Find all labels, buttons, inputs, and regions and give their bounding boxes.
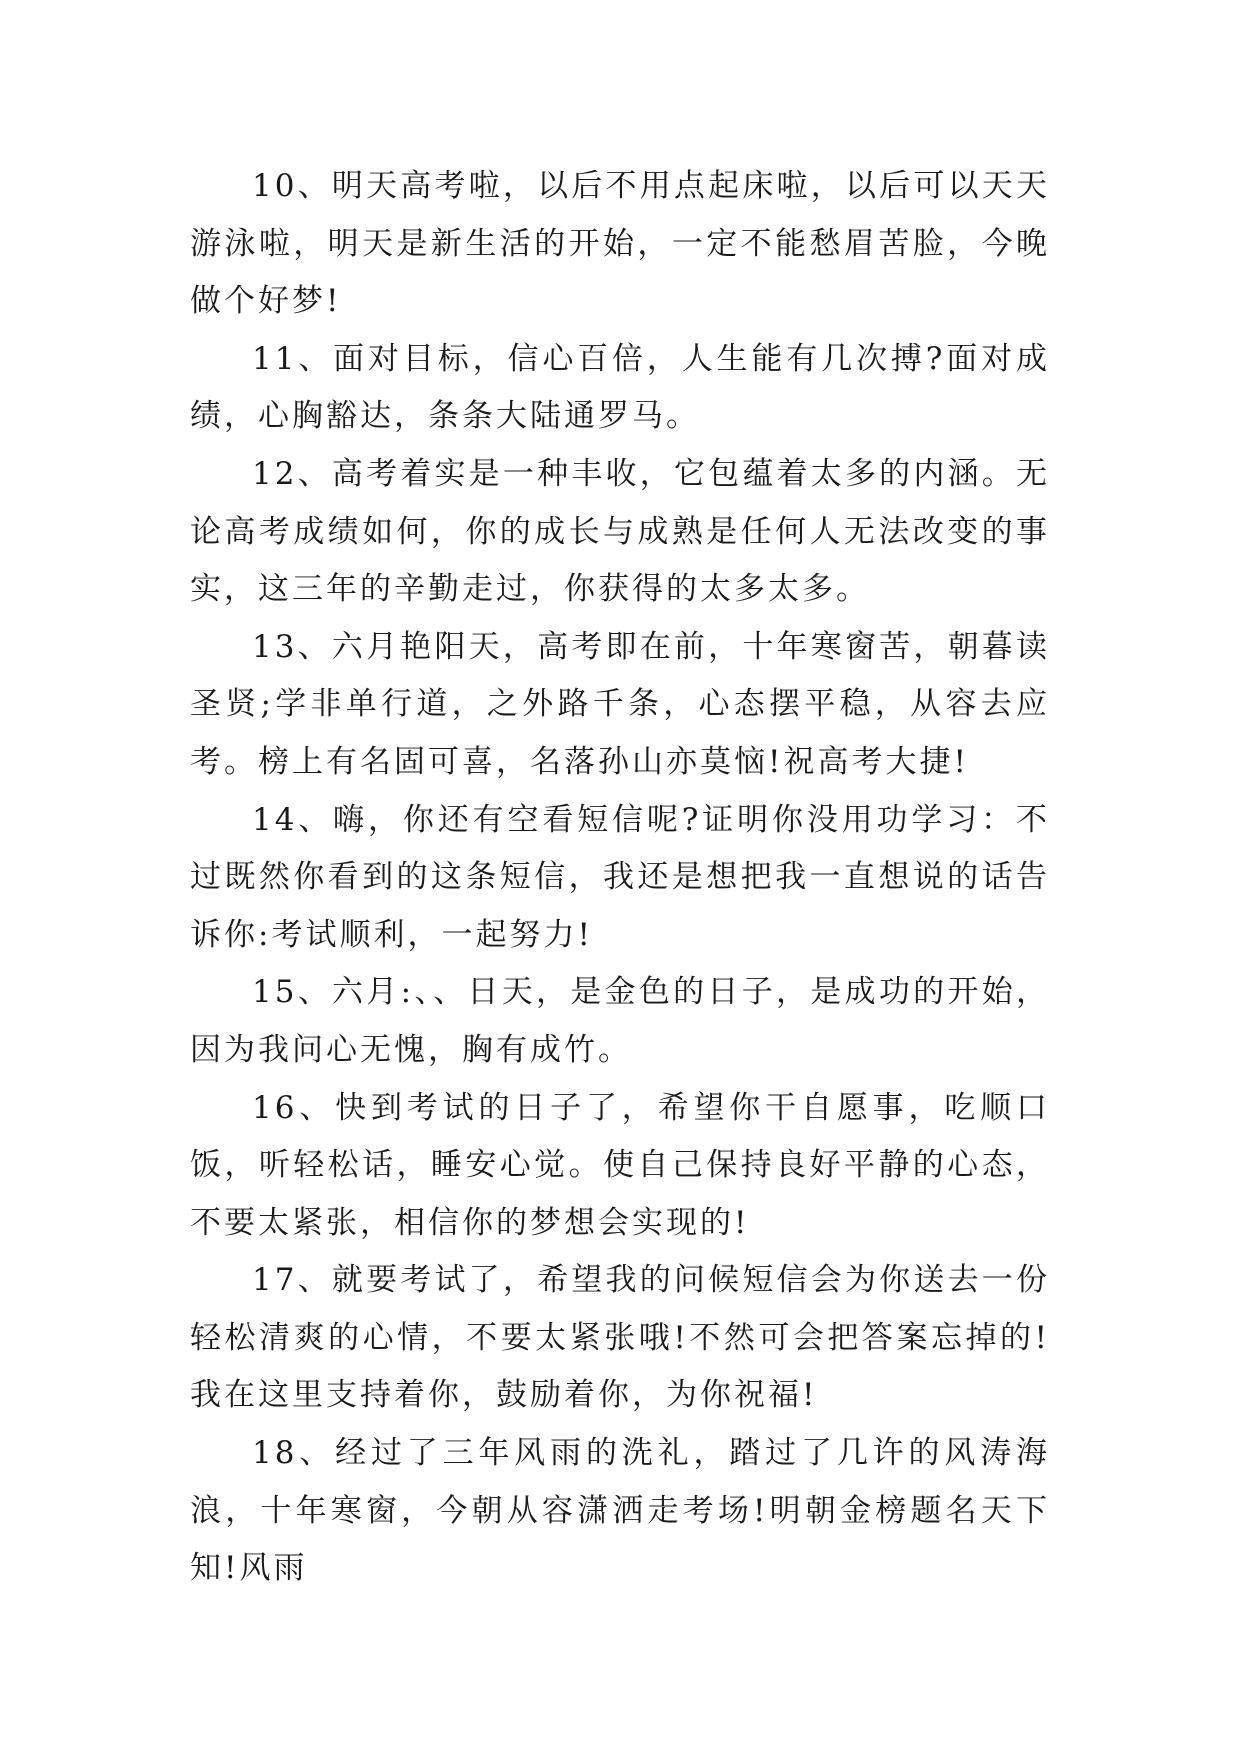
paragraph-12: 12、高考着实是一种丰收，它包蕴着太多的内涵。无论高考成绩如何，你的成长与成熟是任何人无法改变的事实，这三年的辛勤走过，你获得的太多太多。	[190, 455, 1050, 608]
paragraph-16: 16、快到考试的日子了，希望你干自愿事，吃顺口饭，听轻松话，睡安心觉。使自己保持良好平静的心态，不要太紧张，相信你的梦想会实现的!	[190, 1089, 1050, 1241]
paragraph-14: 14、嗨，你还有空看短信呢?证明你没用功学习：不过既然你看到的这条短信，我还是想把我一直想说的话告诉你:考试顺利，一起努力!	[190, 801, 1050, 953]
paragraph-11: 11、面对目标，信心百倍，人生能有几次搏?面对成绩，心胸豁达，条条大陆通罗马。	[190, 340, 1050, 435]
document-body	[190, 158, 1050, 1598]
paragraph-17: 17、就要考试了，希望我的问候短信会为你送去一份轻松清爽的心情，不要太紧张哦!不然可会把答案忘掉的!我在这里支持着你，鼓励着你，为你祝福!	[190, 1262, 1050, 1414]
paragraph-15: 15、六月:、、日天，是金色的日子，是成功的开始，因为我问心无愧，胸有成竹。	[190, 974, 1050, 1068]
paragraph-18: 18、经过了三年风雨的洗礼，踏过了几许的风涛海浪，十年寒窗，今朝从容潇洒走考场!明朝金榜题名天下知!风雨	[190, 1435, 1050, 1587]
paragraph-10: 10、明天高考啦，以后不用点起床啦，以后可以天天游泳啦，明天是新生活的开始，一定不能愁眉苦脸，今晚做个好梦!	[190, 168, 1050, 320]
paragraph-13: 13、六月艳阳天，高考即在前，十年寒窗苦，朝暮读圣贤;学非单行道，之外路千条，心态摆平稳，从容去应考。榜上有名固可喜，名落孙山亦莫恼!祝高考大捷!	[190, 628, 1050, 780]
